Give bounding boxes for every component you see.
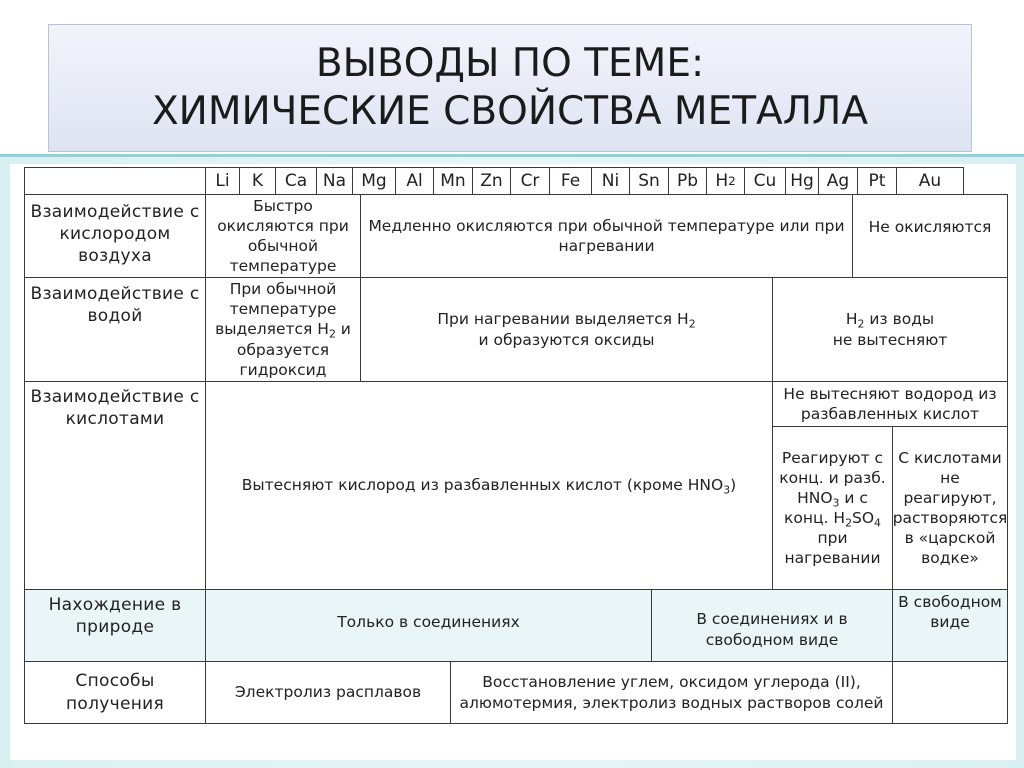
metal-header-cr: Cr	[510, 167, 550, 195]
production-electrolysis-cell: Электролиз расплавов	[205, 661, 451, 724]
metal-header-li: Li	[205, 167, 240, 195]
water-none-cell: $H_2$ из воды не вытесняют	[772, 277, 1008, 382]
acids-main-cell: Вытесняют кислород из разбавленных кислот (кроме $HNO_3$)	[205, 381, 773, 590]
metal-header-mn: Mn	[433, 167, 473, 195]
metal-header-cu: Cu	[744, 167, 786, 195]
metal-header-ni: Ni	[591, 167, 630, 195]
metal-header-na: Na	[316, 167, 353, 195]
production-reduction-cell: Восстановление углем, оксидом углерода (II), алюмотермия, электролиз водных растворов солей	[450, 661, 893, 724]
acids-nitric-cell: Реагируют с конц. и разб. $HNO_3$ и с конц. $H_2SO_4$ при нагревании	[772, 426, 893, 590]
metal-header-ca: Ca	[275, 167, 317, 195]
metal-header-pb: Pb	[668, 167, 707, 195]
nature-compounds-cell: Только в соединениях	[205, 589, 652, 662]
table-corner-cell	[24, 167, 206, 195]
metal-header-fe: Fe	[549, 167, 592, 195]
metal-header-h: H 2	[706, 167, 745, 195]
nature-both-cell: В соединениях и в свободном виде	[651, 589, 893, 662]
title-line-2: ХИМИЧЕСКИЕ СВОЙСТВА МЕТАЛЛА	[151, 89, 869, 134]
metal-header-pt: Pt	[857, 167, 897, 195]
oxygen-none-cell: Не окисляются	[852, 194, 1008, 278]
metal-header-k: K	[239, 167, 276, 195]
metal-header-zn: Zn	[472, 167, 511, 195]
row-header-production: Способы получения	[24, 661, 206, 724]
acids-noble-cell: С кислотами не реагируют, растворяются в «царской водке»	[892, 426, 1008, 590]
row-header-nature: Нахождение в природе	[24, 589, 206, 662]
metal-header-al: Al	[395, 167, 434, 195]
row-header-water: Взаимодействие с водой	[24, 277, 206, 382]
production-empty-cell	[892, 661, 1008, 724]
title-line-1: ВЫВОДЫ ПО ТЕМЕ:	[315, 41, 705, 87]
metal-header-hg: Hg	[785, 167, 819, 195]
metal-header-au: Au	[896, 167, 964, 195]
acids-no-hydrogen-cell: Не вытесняют водород из разбавленных кислот	[772, 381, 1008, 427]
metal-header-sn: Sn	[629, 167, 669, 195]
water-active-cell: При обычной температуре выделяется $H_2$ и образуется гидроксид	[205, 277, 361, 382]
metal-header-mg: Mg	[352, 167, 396, 195]
row-header-acids: Взаимодействие с кислотами	[24, 381, 206, 590]
metal-header-ag: Ag	[818, 167, 858, 195]
water-heated-cell: При нагревании выделяется $H_2$ и образуются оксиды	[360, 277, 773, 382]
row-header-oxygen: Взаимодействие с кислородом воздуха	[24, 194, 206, 278]
oxygen-fast-cell: Быстро окисляются при обычной температуре	[205, 194, 361, 278]
oxygen-slow-cell: Медленно окисляются при обычной температуре или при нагревании	[360, 194, 853, 278]
nature-free-cell: В свободном виде	[892, 589, 1008, 662]
slide-title	[48, 24, 972, 152]
